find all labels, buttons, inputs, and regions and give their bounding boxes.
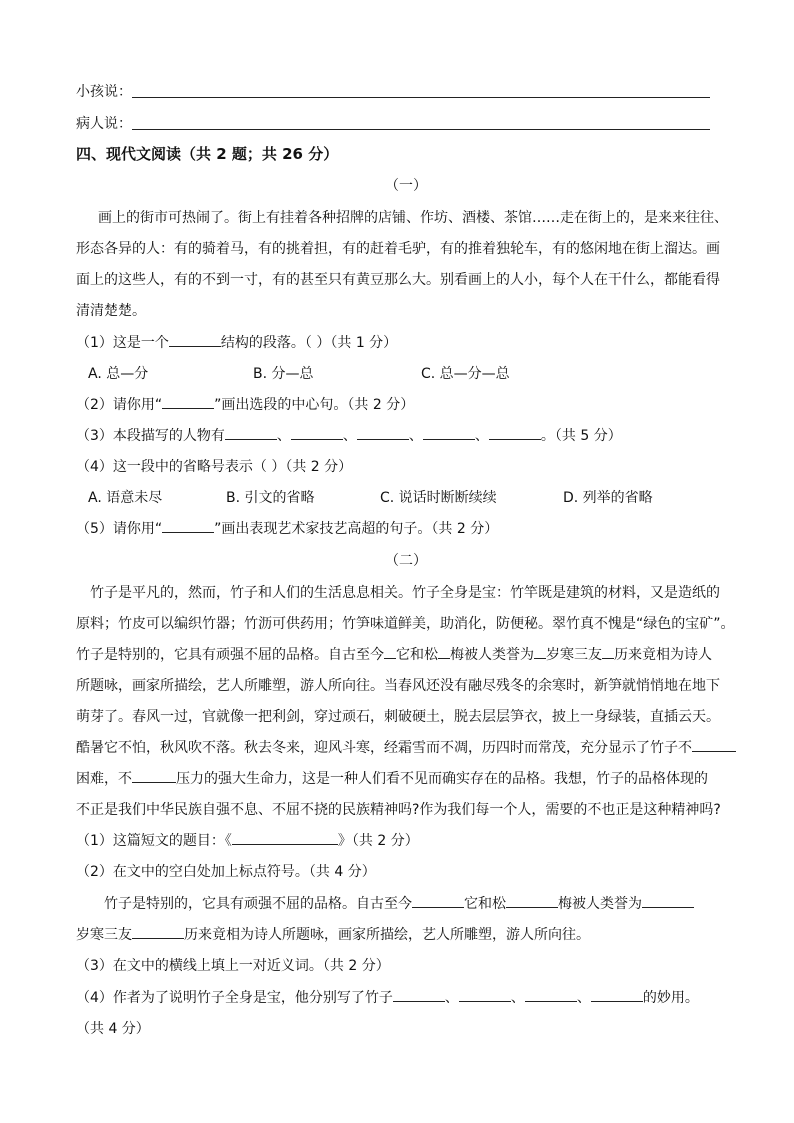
passage1-line: 面上的这些人，有的不到一寸，有的甚至只有黄豆那么大。别看画上的人小，每个人在干什么，都能看得 xyxy=(76,272,720,288)
answer-blank[interactable] xyxy=(534,645,546,659)
answer-blank[interactable] xyxy=(225,426,277,440)
p1-question-5 xyxy=(76,519,498,539)
separator: 、 xyxy=(408,428,423,444)
p2-question-4 xyxy=(76,988,699,1008)
p1-q2-text: ”画出选段的中心句。（共 2 分） xyxy=(214,397,415,413)
section-heading: 四、现代文阅读（共 2 题；共 26 分） xyxy=(76,145,339,163)
quote-text: 它和松 xyxy=(464,896,506,912)
quote-text: 竹子是特别的，它具有顽强不屈的品格。自古至今 xyxy=(104,896,412,912)
option-a[interactable]: A. 总—分 xyxy=(88,366,149,382)
answer-blank[interactable] xyxy=(438,645,450,659)
passage1-line: 形态各异的人：有的骑着马，有的挑着担，有的赶着毛驴，有的推着独轮车，有的悠闲地在街上溜达。画 xyxy=(76,241,720,257)
answer-blank[interactable] xyxy=(692,738,736,752)
answer-blank[interactable] xyxy=(459,988,511,1002)
passage1-title: （一） xyxy=(385,178,427,194)
separator: 、 xyxy=(474,428,489,444)
answer-blank[interactable] xyxy=(162,519,214,533)
p2-question-2: （2）在文中的空白处加上标点符号。（共 4 分） xyxy=(76,864,376,880)
passage2-text: 压力的强大生命力，这是一种人们看不见而确实存在的品格。我想，竹子的品格体现的 xyxy=(176,771,708,787)
p2-question-4-score: （共 4 分） xyxy=(76,1021,150,1037)
answer-blank[interactable] xyxy=(169,333,221,347)
passage2-line xyxy=(76,645,712,665)
p2-question-1 xyxy=(76,831,419,851)
p1-q3-text: 。（共 5 分） xyxy=(540,428,622,444)
answer-blank[interactable] xyxy=(357,426,409,440)
passage2-line: 所题咏，画家所描绘，艺人所雕塑，游人所向往。当春风还没有融尽残冬的余寒时，新笋就悄悄地在地下 xyxy=(76,678,720,694)
patient-answer-line[interactable] xyxy=(132,129,710,130)
p1-q5-text: ”画出表现艺术家技艺高超的句子。（共 2 分） xyxy=(214,521,499,537)
patient-label: 病人说： xyxy=(76,116,132,132)
p1-question-3 xyxy=(76,426,622,446)
p2-q1-text: 》（共 2 分） xyxy=(337,833,419,849)
passage1-line: 画上的街市可热闹了。街上有挂着各种招牌的店铺、作坊、酒楼、茶馆……走在街上的，是来来往往、 xyxy=(98,210,728,226)
passage2-line: 不正是我们中华民族自强不息、不屈不挠的民族精神吗?作为我们每一个人，需要的不也正是这种精神吗? xyxy=(76,802,721,818)
p1-q1-text: （1）这是一个 xyxy=(76,335,169,351)
p1-q3-text: （3）本段描写的人物有 xyxy=(76,428,225,444)
answer-blank[interactable] xyxy=(393,988,445,1002)
child-answer-line[interactable] xyxy=(132,97,710,98)
p2-q1-text: （1）这篇短文的题目：《 xyxy=(76,833,232,849)
passage1-line: 清清楚楚。 xyxy=(76,303,146,319)
quote-text: 梅被人类誉为 xyxy=(558,896,642,912)
p2-q4-text: （4）作者为了说明竹子全身是宝，他分别写了竹子 xyxy=(76,990,393,1006)
answer-blank[interactable] xyxy=(489,426,541,440)
answer-blank[interactable] xyxy=(132,925,184,939)
passage2-text: 困难，不 xyxy=(76,771,132,787)
quote-line xyxy=(76,925,590,945)
answer-blank[interactable] xyxy=(232,831,338,845)
answer-blank[interactable] xyxy=(291,426,343,440)
separator: 、 xyxy=(342,428,357,444)
quote-text: 岁寒三友 xyxy=(76,927,132,943)
quote-text: 历来竟相为诗人所题咏，画家所描绘，艺人所雕塑，游人所向往。 xyxy=(184,927,590,943)
p1-question-1 xyxy=(76,333,397,353)
passage2-text: 它和松 xyxy=(396,647,438,663)
passage2-line: 竹子是平凡的，然而，竹子和人们的生活息息相关。竹子全身是宝：竹竿既是建筑的材料，又是造纸的 xyxy=(90,585,720,601)
option-b[interactable]: B. 分—总 xyxy=(253,366,314,382)
separator: 、 xyxy=(510,990,525,1006)
passage2-title: （二） xyxy=(385,553,427,569)
separator: 、 xyxy=(576,990,591,1006)
p1-q5-text: （5）请你用“ xyxy=(76,521,163,537)
p1-question-4: （4）这一段中的省略号表示（ ）（共 2 分） xyxy=(76,459,353,475)
answer-blank[interactable] xyxy=(506,894,558,908)
passage2-line: 原料；竹皮可以编织竹器；竹沥可供药用；竹笋味道鲜美，助消化，防便秘。翠竹真不愧是“绿色的宝矿”。 xyxy=(76,616,735,632)
answer-blank[interactable] xyxy=(162,395,214,409)
answer-blank[interactable] xyxy=(591,988,643,1002)
passage2-text: 历来竟相为诗人 xyxy=(614,647,712,663)
option-c[interactable]: C. 总—分—总 xyxy=(421,366,510,382)
option-a[interactable]: A. 语意未尽 xyxy=(88,490,163,506)
option-c[interactable]: C. 说话时断断续续 xyxy=(380,490,497,506)
child-label: 小孩说： xyxy=(76,84,132,100)
passage2-line xyxy=(76,738,736,758)
p2-q4-text: 的妙用。 xyxy=(642,990,699,1006)
answer-blank[interactable] xyxy=(642,894,694,908)
p2-question-3: （3）在文中的横线上填上一对近义词。（共 2 分） xyxy=(76,958,390,974)
passage2-text: 梅被人类誉为 xyxy=(450,647,534,663)
separator: 、 xyxy=(444,990,459,1006)
passage2-text: 酷暑它不怕，秋风吹不落。秋去冬来，迎风斗寒，经霜雪而不凋，历四时而常茂，充分显示了竹子不 xyxy=(76,740,692,756)
answer-blank[interactable] xyxy=(423,426,475,440)
answer-blank[interactable] xyxy=(384,645,396,659)
answer-blank[interactable] xyxy=(132,769,176,783)
option-b[interactable]: B. 引文的省略 xyxy=(226,490,315,506)
p1-q1-text: 结构的段落。（ ）（共 1 分） xyxy=(220,335,398,351)
answer-blank[interactable] xyxy=(602,645,614,659)
answer-blank[interactable] xyxy=(525,988,577,1002)
separator: 、 xyxy=(276,428,291,444)
passage2-text: 竹子是特别的，它具有顽强不屈的品格。自古至今 xyxy=(76,647,384,663)
passage2-line: 萌芽了。春风一过，官就像一把利剑，穿过顽石，刺破硬土，脱去层层笋衣，披上一身绿装，直插云天。 xyxy=(76,709,720,725)
answer-blank[interactable] xyxy=(412,894,464,908)
passage2-line xyxy=(76,769,708,789)
p1-q2-text: （2）请你用“ xyxy=(76,397,163,413)
option-d[interactable]: D. 列举的省略 xyxy=(563,490,653,506)
quote-line xyxy=(104,894,694,914)
p1-question-2 xyxy=(76,395,414,415)
passage2-text: 岁寒三友 xyxy=(546,647,602,663)
